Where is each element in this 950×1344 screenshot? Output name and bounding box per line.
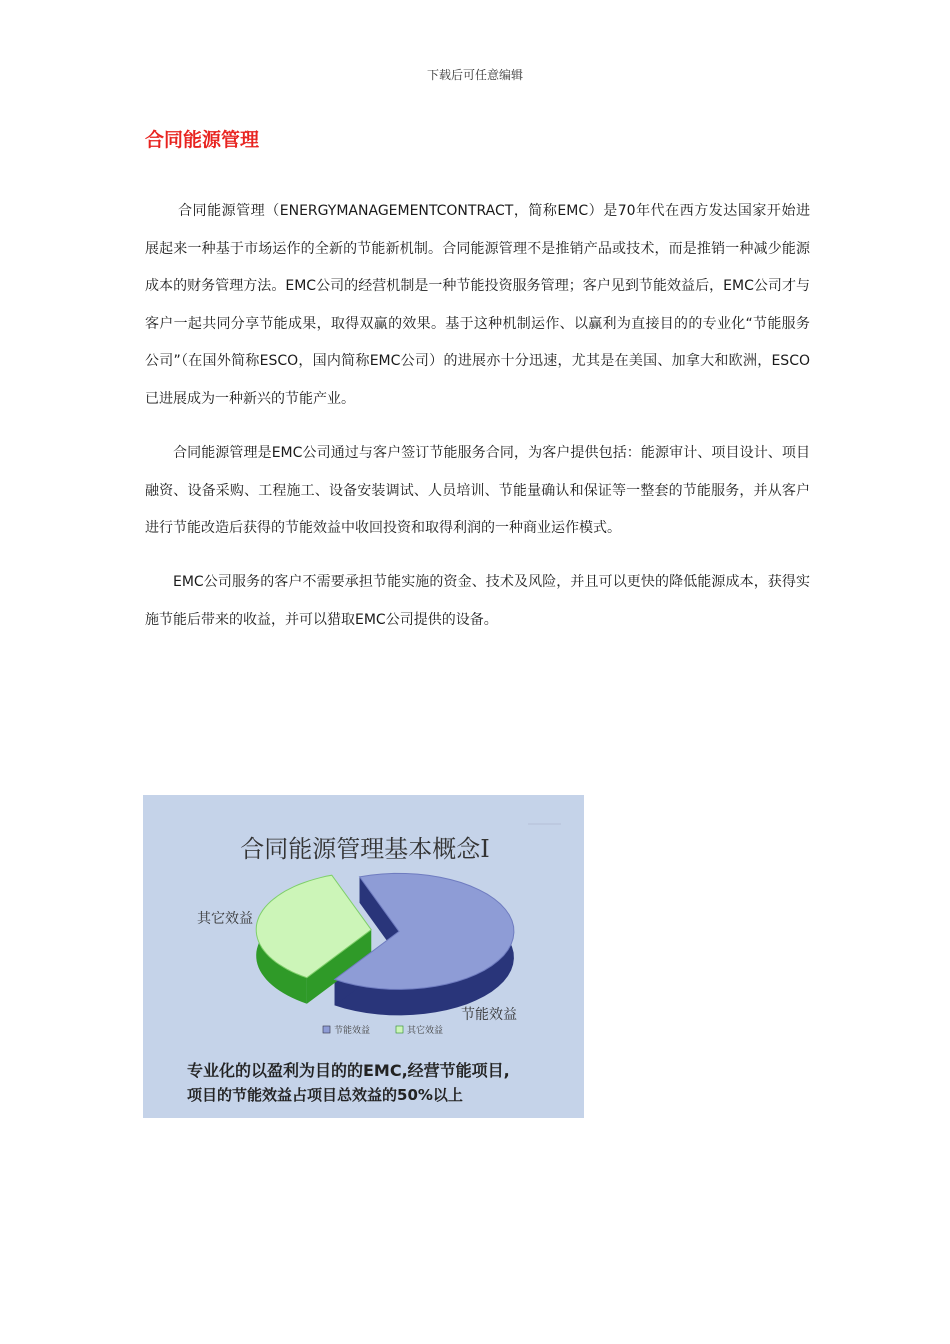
legend-swatch-other — [396, 1026, 403, 1033]
pie-chart-svg — [143, 795, 584, 1118]
emc-concept-figure — [143, 795, 584, 1118]
figure-caption-line1: 专业化的以盈利为目的的EMC,经营节能项目, — [187, 1061, 510, 1080]
slice-label-energy: 节能效益 — [461, 1007, 517, 1023]
chart-title: 合同能源管理基本概念I — [240, 835, 490, 863]
page-header-note: 下载后可任意编辑 — [426, 68, 523, 82]
legend-label-energy: 节能效益 — [334, 1026, 371, 1036]
document-title: 合同能源管理 — [145, 129, 260, 151]
slice-label-other: 其它效益 — [197, 911, 253, 927]
pie-graphic — [256, 873, 514, 1015]
figure-caption-line2: 项目的节能效益占项目总效益的50%以上 — [187, 1086, 463, 1104]
paragraph-services: 合同能源管理是EMC公司通过与客户签订节能服务合同，为客户提供包括：能源审计、项目设计、项目融资、设备采购、工程施工、设备安装调试、人员培训、节能量确认和保证等一整套的节能服务，并从客户进行节能改造后获得的节能效益中收回投资和取得利润的一种商业运作模式。 — [145, 445, 810, 536]
legend-swatch-energy — [323, 1026, 330, 1033]
legend-label-other: 其它效益 — [407, 1026, 444, 1036]
chart-legend — [323, 1024, 443, 1036]
paragraph-benefits: EMC公司服务的客户不需要承担节能实施的资金、技术及风险，并且可以更快的降低能源成本，获得实施节能后带来的收益，并可以猎取EMC公司提供的设备。 — [145, 574, 810, 628]
paragraph-intro: 合同能源管理（ENERGYMANAGEMENTCONTRACT，简称EMC）是70年代在西方发达国家开始进展起来一种基于市场运作的全新的节能新机制。合同能源管理不是推销产品或技术，而是推销一种减少能源成本的财务管理方法。EMC公司的经营机制是一种节能投资服务管理；客户见到节能效益后，EMC公司才与客户一起共同分享节能成果，取得双赢的效果。基于这种机制运作、以赢利为直接目的的专业化“节能服务公司”（在国外简称ESCO，国内简称EMC公司）的进展亦十分迅速，尤其是在美国、加拿大和欧洲，ESCO已进展成为一种新兴的节能产业。 — [145, 203, 810, 407]
